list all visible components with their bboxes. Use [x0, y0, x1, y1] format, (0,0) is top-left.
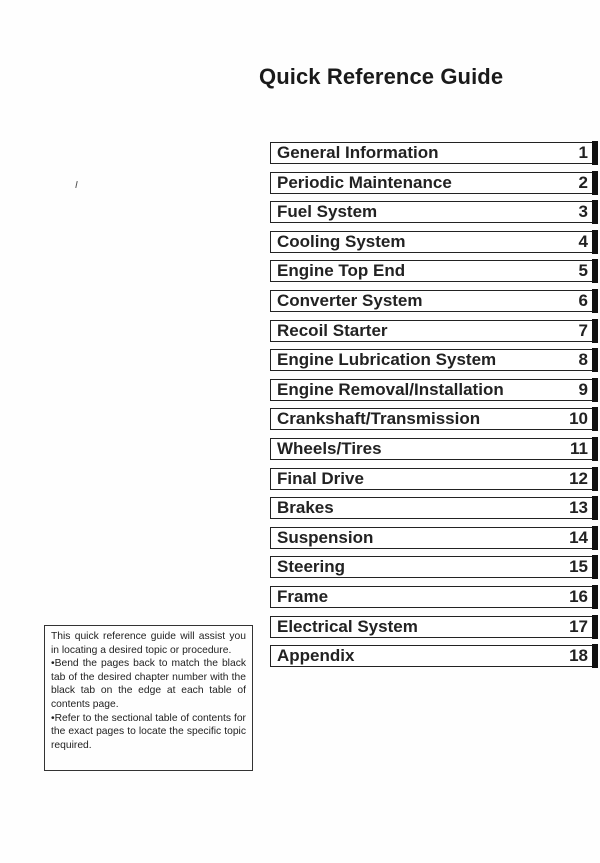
chapter-title: Engine Removal/Installation — [277, 379, 504, 399]
chapter-number: 1 — [578, 143, 588, 162]
black-tab-marker — [592, 230, 598, 254]
black-tab-marker — [592, 289, 598, 313]
chapter-entry[interactable] — [270, 497, 598, 519]
chapter-entry[interactable] — [270, 438, 598, 460]
chapter-entry[interactable] — [270, 616, 598, 638]
chapter-entry[interactable] — [270, 408, 598, 430]
black-tab-marker — [592, 378, 598, 402]
black-tab-marker — [592, 319, 598, 343]
chapter-title: General Information — [277, 143, 439, 162]
usage-note-bullet-1: •Bend the pages back to match the black tab of the desired chapter number with the black tab on the edge at each table of contents page. — [51, 658, 246, 710]
chapter-number: 10 — [569, 409, 588, 429]
chapter-number: 16 — [569, 586, 588, 606]
chapter-number: 4 — [578, 231, 588, 251]
chapter-entry[interactable] — [270, 379, 598, 401]
black-tab-marker — [592, 437, 598, 461]
chapter-number: 17 — [569, 616, 588, 636]
usage-note-bullet-2: •Refer to the sectional table of contents for the exact pages to locate the specific topic required. — [51, 712, 246, 751]
chapter-entry[interactable] — [270, 172, 598, 194]
black-tab-marker — [592, 526, 598, 550]
black-tab-marker — [592, 200, 598, 224]
chapter-index — [270, 142, 598, 675]
chapter-entry[interactable] — [270, 320, 598, 342]
chapter-number: 14 — [569, 527, 588, 547]
black-tab-marker — [592, 467, 598, 491]
chapter-number: 3 — [578, 202, 588, 222]
chapter-title: Final Drive — [277, 468, 364, 488]
chapter-entry[interactable] — [270, 201, 598, 223]
chapter-title: Periodic Maintenance — [277, 172, 452, 192]
chapter-title: Recoil Starter — [277, 320, 388, 340]
chapter-number: 9 — [578, 379, 588, 399]
black-tab-marker — [592, 585, 598, 609]
chapter-title: Brakes — [277, 498, 334, 518]
chapter-title: Suspension — [277, 527, 374, 547]
chapter-number: 15 — [569, 557, 588, 577]
usage-note-intro: This quick reference guide will assist you in locating a desired topic or procedure. — [51, 631, 246, 656]
chapter-title: Crankshaft/Transmission — [277, 409, 481, 429]
chapter-number: 8 — [578, 350, 588, 370]
chapter-entry[interactable] — [270, 468, 598, 490]
chapter-title: Wheels/Tires — [277, 438, 382, 458]
chapter-number: 6 — [578, 290, 588, 310]
chapter-entry[interactable] — [270, 556, 598, 578]
chapter-title: Cooling System — [277, 231, 406, 251]
chapter-entry[interactable] — [270, 349, 598, 371]
stray-mark — [75, 181, 77, 188]
black-tab-marker — [592, 615, 598, 639]
black-tab-marker — [592, 259, 598, 283]
chapter-entry[interactable] — [270, 260, 598, 282]
black-tab-marker — [592, 171, 598, 195]
usage-note-box — [44, 625, 253, 771]
chapter-entry[interactable] — [270, 142, 598, 164]
chapter-number: 13 — [569, 498, 588, 518]
chapter-title: Engine Top End — [277, 261, 406, 281]
black-tab-marker — [592, 407, 598, 431]
chapter-number: 7 — [578, 320, 588, 340]
chapter-number: 18 — [569, 646, 588, 666]
chapter-entry[interactable] — [270, 290, 598, 312]
chapter-title: Fuel System — [277, 202, 378, 222]
chapter-number: 2 — [578, 172, 588, 192]
chapter-title: Engine Lubrication System — [277, 350, 497, 370]
chapter-title: Steering — [277, 557, 346, 577]
chapter-title: Electrical System — [277, 616, 418, 636]
chapter-number: 11 — [570, 438, 588, 458]
black-tab-marker — [592, 644, 598, 668]
chapter-title: Converter System — [277, 290, 423, 310]
black-tab-marker — [592, 348, 598, 372]
chapter-entry[interactable] — [270, 645, 598, 667]
chapter-entry[interactable] — [270, 586, 598, 608]
black-tab-marker — [592, 496, 598, 520]
chapter-number: 5 — [578, 261, 588, 281]
chapter-title: Appendix — [277, 646, 355, 666]
chapter-entry[interactable] — [270, 231, 598, 253]
chapter-entry[interactable] — [270, 527, 598, 549]
chapter-number: 12 — [569, 468, 588, 488]
chapter-title: Frame — [277, 586, 329, 606]
page-title: Quick Reference Guide — [259, 64, 504, 89]
black-tab-marker — [592, 555, 598, 579]
black-tab-marker — [592, 141, 598, 165]
